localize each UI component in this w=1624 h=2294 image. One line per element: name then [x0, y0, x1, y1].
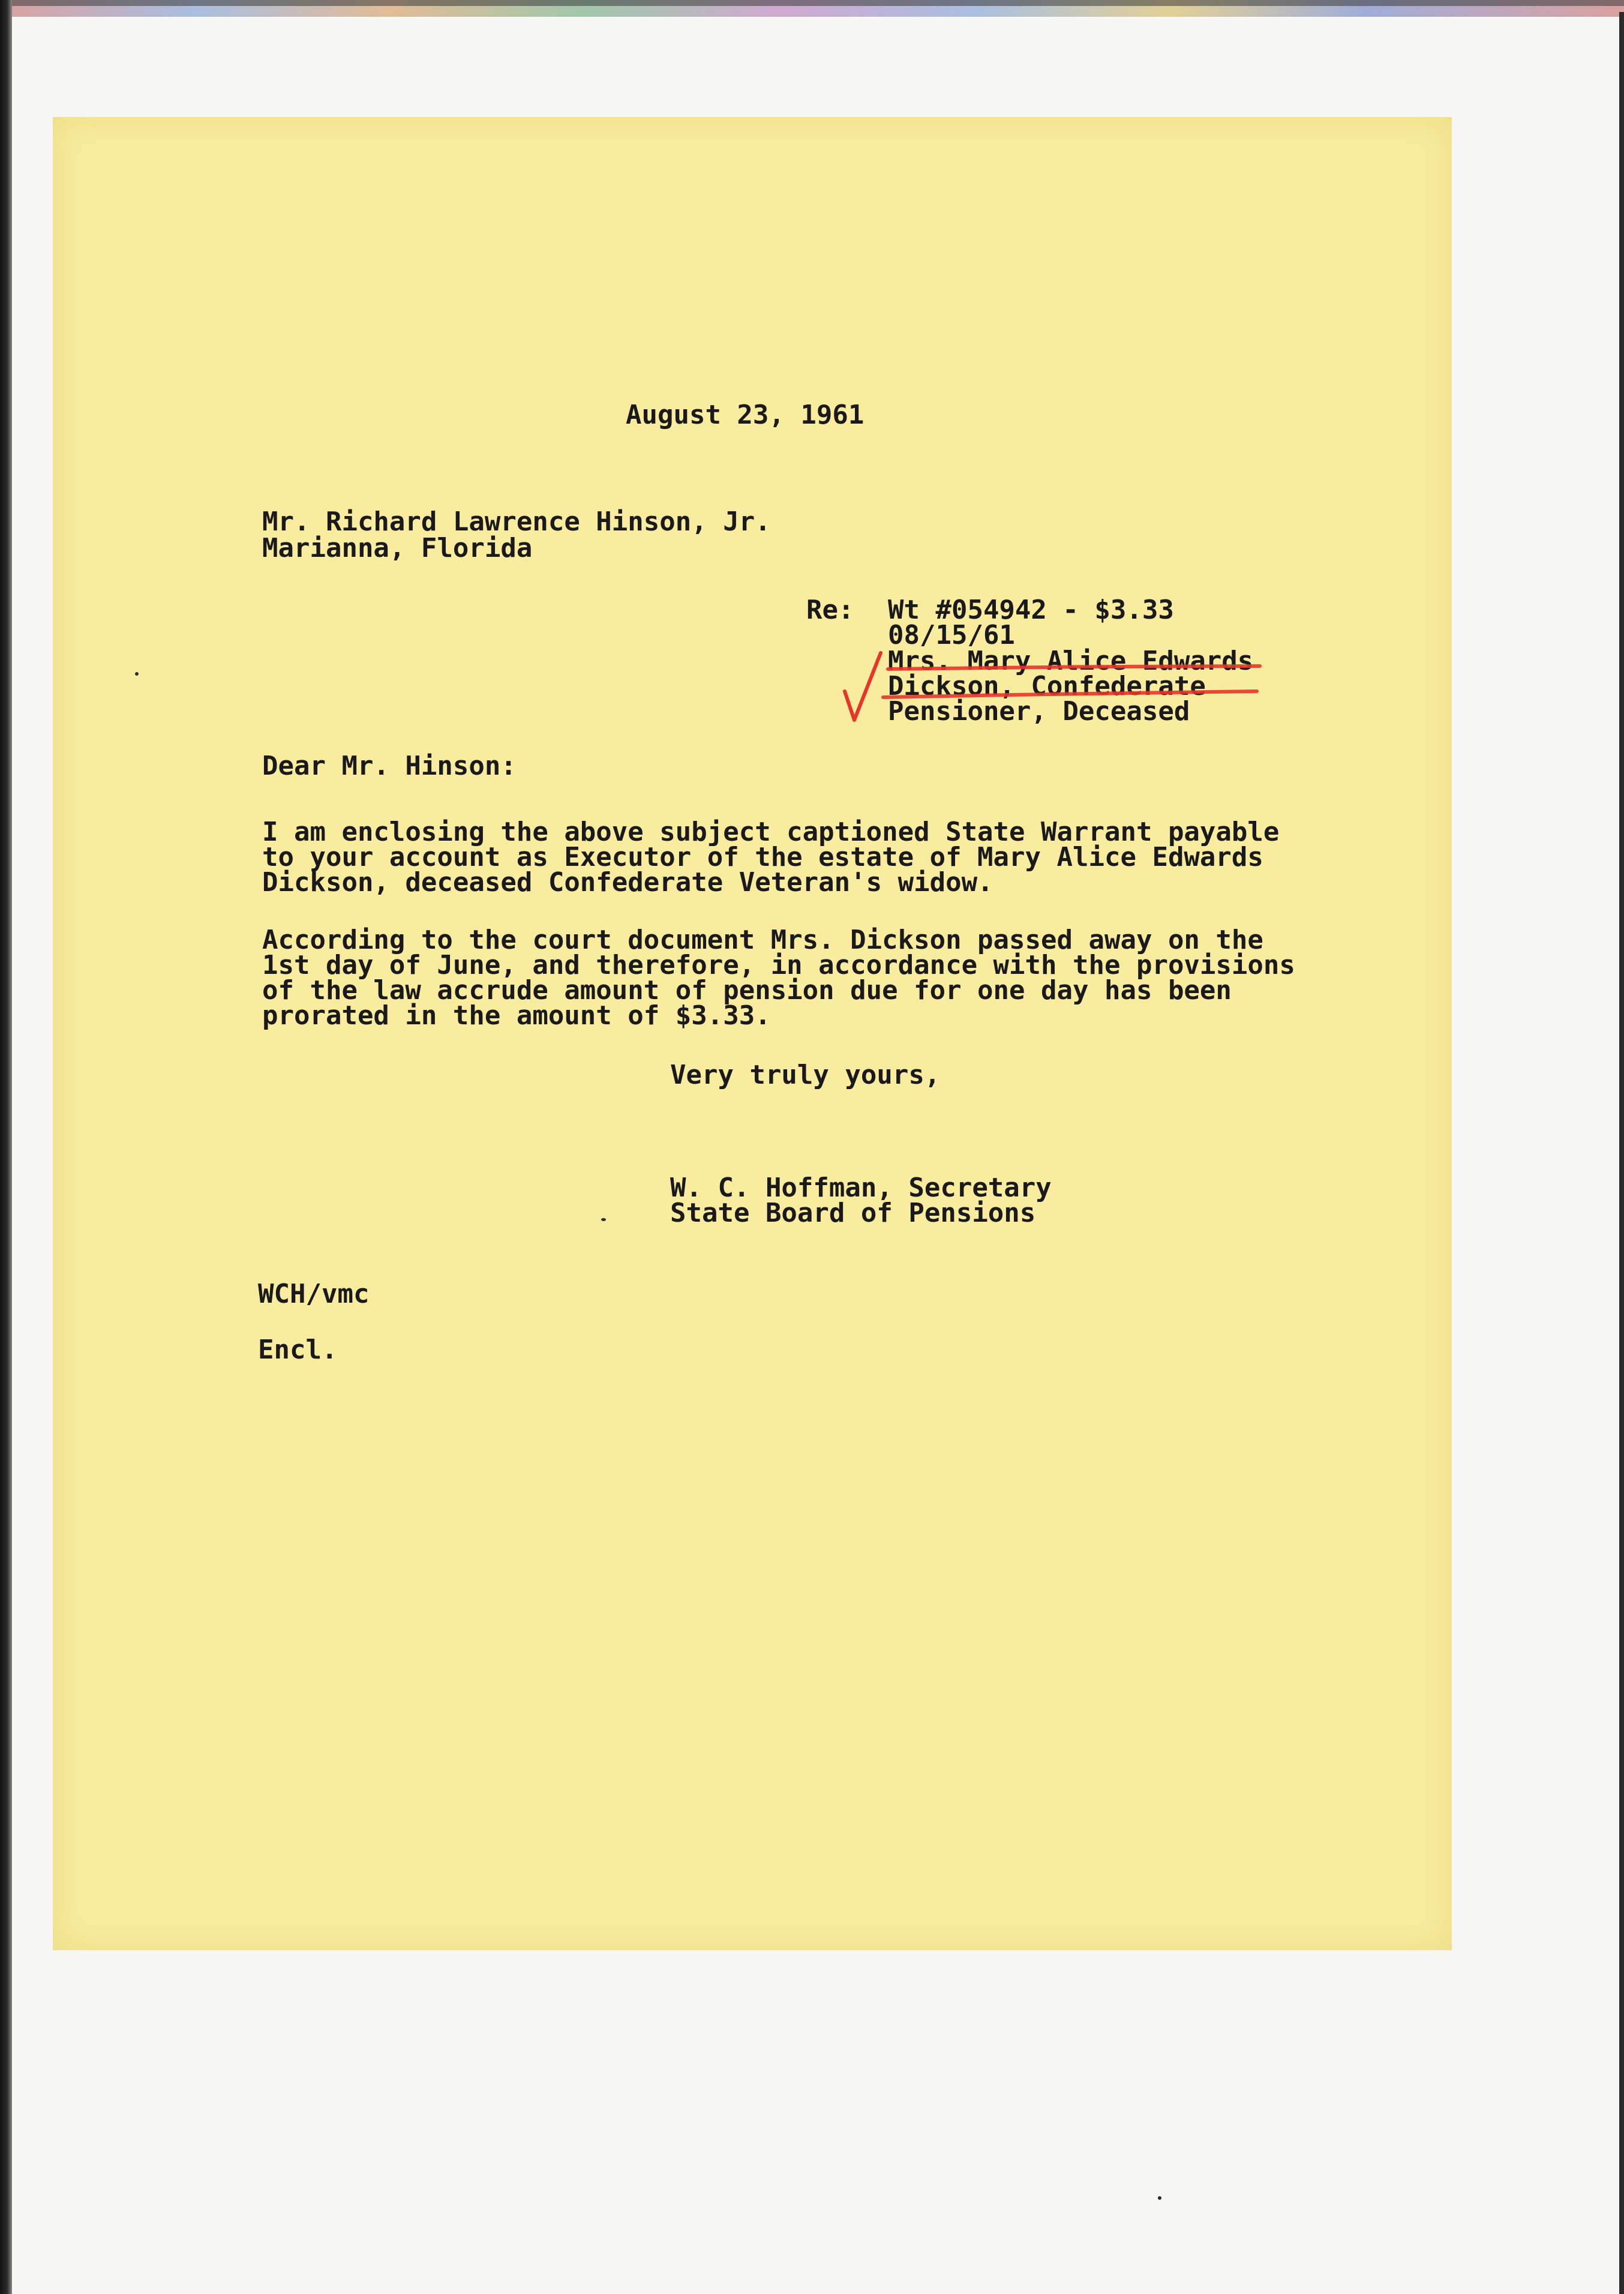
re-line-date: 08/15/61: [888, 620, 1015, 650]
red-underline-name: [888, 666, 1260, 669]
recipient-location: Marianna, Florida: [262, 533, 533, 563]
paragraph2-line: of the law accrude amount of pension due for one day has been: [262, 975, 1232, 1006]
scan-speck: [1158, 2196, 1161, 2200]
red-pencil-marks: [828, 636, 1284, 732]
recipient-name: Mr. Richard Lawrence Hinson, Jr.: [262, 506, 771, 537]
paragraph2-line: According to the court document Mrs. Dickson passed away on the: [262, 925, 1263, 955]
re-line-status: Pensioner, Deceased: [888, 696, 1190, 727]
re-line-name: Mrs. Mary Alice Edwards: [888, 646, 1254, 676]
letter-sheet: [53, 117, 1452, 1950]
closing: Very truly yours,: [670, 1060, 941, 1090]
red-check-mark-icon: [845, 653, 881, 720]
scanner-left-edge: [0, 0, 12, 2294]
re-line-warrant: Wt #054942 - $3.33: [888, 595, 1174, 625]
letter-date: August 23, 1961: [626, 400, 864, 430]
scanner-top-edge: [0, 0, 1624, 6]
salutation: Dear Mr. Hinson:: [262, 751, 517, 781]
paragraph1-line: Dickson, deceased Confederate Veteran's widow.: [262, 867, 993, 898]
paragraph1-line: to your account as Executor of the estate of Mary Alice Edwards: [262, 842, 1263, 872]
red-underline-dickson: [883, 691, 1257, 697]
scan-speck: [135, 672, 139, 676]
re-line-name-cont: Dickson, Confederate: [888, 671, 1206, 701]
enclosure-note: Encl.: [258, 1335, 338, 1365]
paragraph1-line: I am enclosing the above subject captioned State Warrant payable: [262, 817, 1280, 847]
signature-title: State Board of Pensions: [670, 1198, 1036, 1228]
paragraph2-line: 1st day of June, and therefore, in accordance with the provisions: [262, 950, 1295, 980]
scanner-right-edge: [1619, 12, 1624, 2294]
typist-initials: WCH/vmc: [258, 1279, 370, 1309]
paragraph2-line: prorated in the amount of $3.33.: [262, 1000, 771, 1031]
signature-name: W. C. Hoffman, Secretary: [670, 1173, 1052, 1203]
scan-speck: [601, 1218, 606, 1221]
re-label: Re:: [806, 595, 854, 625]
